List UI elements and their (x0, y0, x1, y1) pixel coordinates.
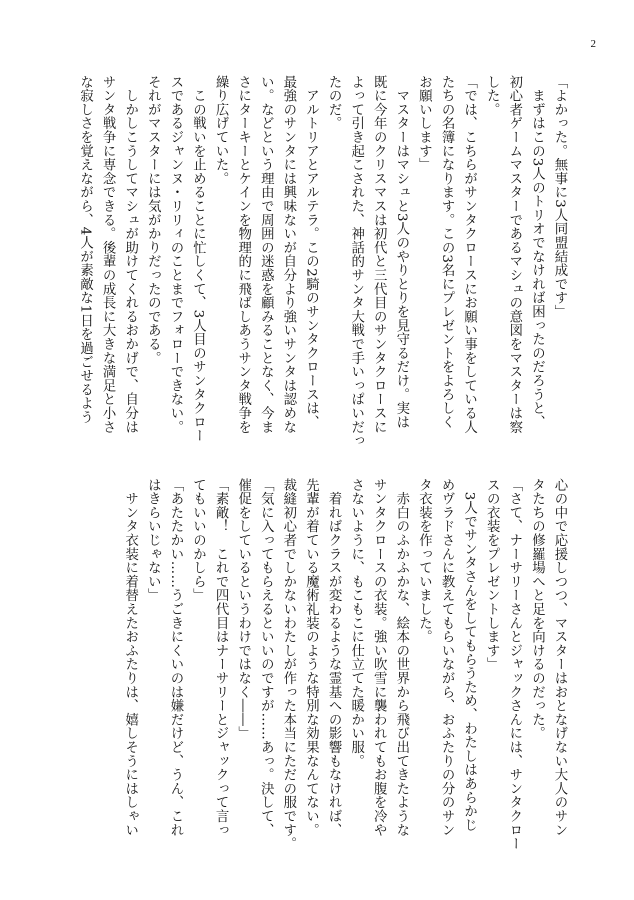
text-line: 繰り広げていた。 (213, 75, 229, 186)
text-line: タ衣装を作っていました。 (416, 478, 432, 644)
text-line: な寂しさを覚えながら、4人が素敵な1日を過ごせるよう (77, 75, 93, 425)
text-line: タたちの修羅場へと足を向けるのだった。 (529, 478, 545, 741)
page-number: 2 (590, 38, 596, 50)
text-line: 3人でサンタさんをしてもらうため、わたしはあらかじ (461, 478, 477, 832)
text-line: した。 (484, 75, 500, 117)
text-line: お願いします」 (416, 75, 432, 172)
text-line: い。などという理由で周囲の迷惑を顧みることなく、今ま (258, 75, 274, 434)
text-line: よって引き起こされた、神話的サンタ大戦で手いっぱいだっ (348, 75, 364, 448)
text-line: 既に今年のクリスマスは初代と三代目のサンタクロースに (371, 75, 387, 434)
text-line: 裁縫初心者でしかないわたしが作った本当にただの服です。 (280, 478, 296, 851)
text-line: サンタ戦争に専念できる。後輩の成長に大きな満足と小さ (100, 75, 116, 434)
text-line: アルトリアとアルテラ。この2騎のサンタクロースは、 (303, 75, 319, 429)
text-line: 「では、こちらがサンタクロースにお願い事をしている人 (461, 75, 477, 434)
text-line: それがマスターには気がかりだったのである。 (145, 75, 161, 365)
text-line: 「あたたかい……うごきにくいのは嫌だけど、うん、これ (167, 478, 183, 837)
text-block-top (77, 75, 570, 448)
text-line: 「素敵！ これで四代目はナーサリーとジャックって言っ (213, 478, 229, 837)
text-line: 初心者ゲームマスターであるマシュの意図をマスターは察 (506, 75, 522, 434)
text-line: この戦いを止めることに忙しくて、3人目のサンタクロー (190, 75, 206, 443)
text-line: 赤白のふかふかな、絵本の世界から飛び出てきたような (393, 478, 409, 837)
text-line: サンタ衣装に着替えたおふたりは、嬉しそうにはしゃい (122, 478, 138, 837)
text-line: 心の中で応援しつつ、マスターはおとなげない大人のサン (552, 478, 567, 837)
text-line: 先輩が着ている魔術礼装のような特別な効果なんてない。 (303, 478, 319, 837)
text-line: 最強のサンタには興味ないが自分より強いサンタは認めな (280, 75, 296, 434)
text-line: さないように、もこもこに仕立てた暖かい服。 (348, 478, 364, 768)
text-line: てもいいのかしら」 (190, 478, 206, 603)
text-line: 「さて、ナーサリーさんとジャックさんには、サンタクロー (506, 478, 522, 851)
text-block-bottom (78, 478, 570, 851)
text-line: たのだ。 (326, 75, 342, 131)
text-line: さにターキーとケインを物理的に飛ばしあうサンタ戦争を (235, 75, 251, 434)
text-line: 催促をしているというわけではなく――」 (235, 478, 251, 741)
text-line: スであるジャンヌ・リリィのことまでフォローできない。 (167, 75, 183, 434)
text-line: めヴラドさんに教えてもらいながら、おふたりの分のサン (439, 478, 455, 837)
text-line: 「気に入ってもらえるといいのですが……あっ。決して、 (258, 478, 274, 837)
text-line: サンタクロースの衣装。強い吹雪に襲われてもお腹を冷や (371, 478, 387, 837)
text-line: スの衣装をプレゼントします」 (484, 478, 500, 672)
text-line: 着ればクラスが変わるような霊基への影響もなければ、 (326, 478, 342, 837)
text-line: 「よかった。無事に3人同盟結成です」 (552, 75, 567, 319)
text-line: たちの名簿になります。この3名にプレゼントをよろしく (439, 75, 455, 429)
text-line: マスターはマシュと3人のやりとりを見守るだけ。実は (393, 75, 409, 429)
text-line: はきらいじゃない」 (145, 478, 161, 603)
text-line: しかしこうしてマシュが助けてくれるおかげで、自分は (122, 75, 138, 434)
text-line: まずはこの3人のトリオでなければ困ったのだろうと、 (529, 75, 545, 429)
